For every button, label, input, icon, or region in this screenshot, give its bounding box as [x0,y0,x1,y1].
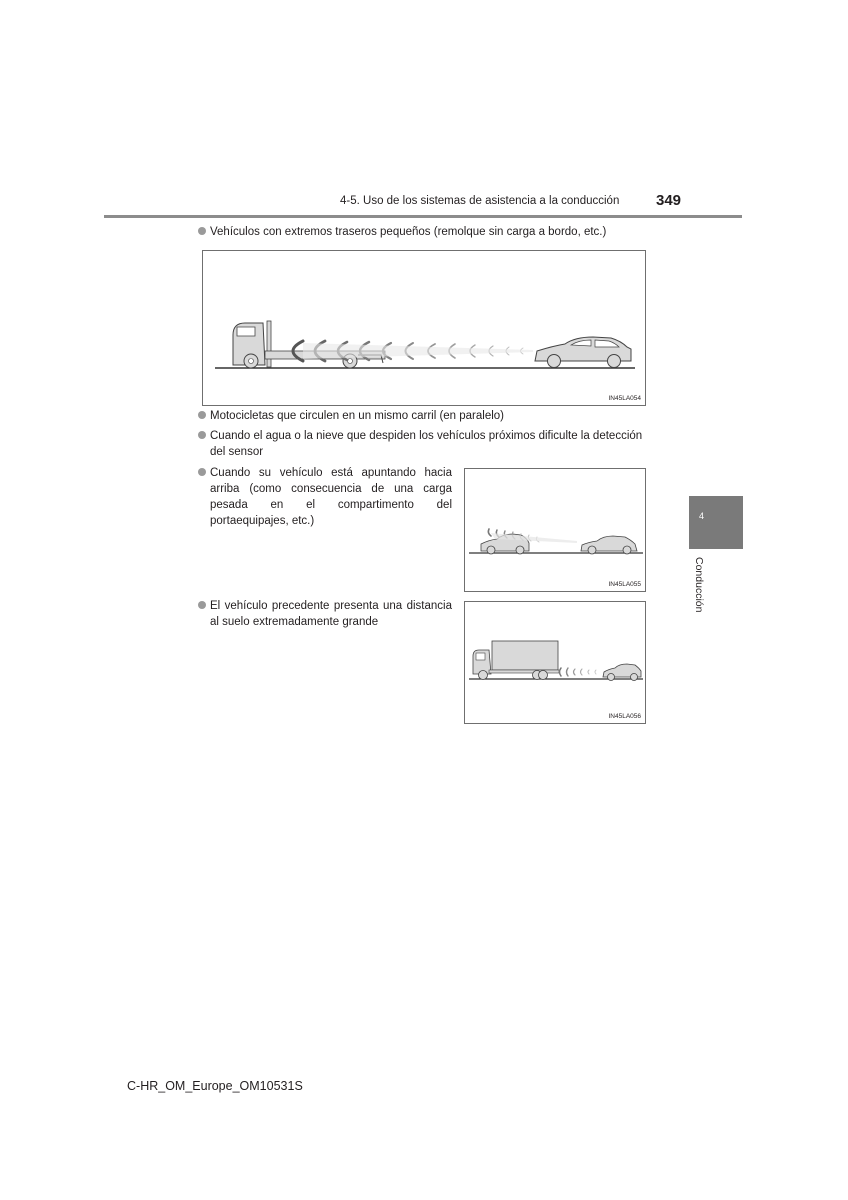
chapter-label: Conducción [693,557,705,613]
bullet-item-water-snow [198,428,664,460]
bullet-dot-icon [198,431,206,439]
figure-car-pointing-up [464,468,646,592]
figure-code: IN45LA054 [608,395,641,402]
figure-code: IN45LA056 [608,713,641,720]
bullet-item-motorcycles [198,408,668,424]
bullet-text-line1: Cuando el agua o la nieve que despiden los vehículos próximos dificulte la detección [210,430,643,442]
bullet-text-line2: del sensor [210,446,264,458]
bullet-item-small-rear [198,224,668,240]
bullet-dot-icon [198,468,206,476]
chapter-number: 4 [699,511,705,521]
figure-trailer-radar [202,250,646,406]
illustration-high-clearance-truck [465,602,647,725]
bullet-text: El vehículo precedente presenta una distancia al suelo extremadamente grande [210,600,452,628]
page-number: 349 [656,192,682,209]
illustration-car-pointing-up [465,469,647,593]
figure-high-clearance-truck [464,601,646,724]
bullet-item-high-ground-clearance [198,598,452,630]
bullet-dot-icon [198,411,206,419]
illustration-trailer-radar [203,251,647,407]
bullet-item-vehicle-pointing-up [198,465,452,529]
figure-code: IN45LA055 [608,581,641,588]
footer-document-id: C-HR_OM_Europe_OM10531S [127,1079,303,1093]
bullet-text: Cuando su vehículo está apuntando hacia arriba (como consecuencia de una carga pesada en el compartimento del portaequipajes, etc.) [210,467,452,527]
bullet-text: Vehículos con extremos traseros pequeños (remolque sin carga a bordo, etc.) [210,226,607,238]
bullet-dot-icon [198,227,206,235]
section-title: 4-5. Uso de los sistemas de asistencia a la conducción [340,195,620,207]
bullet-dot-icon [198,601,206,609]
chapter-tab [689,496,743,549]
header-rule [104,215,742,218]
bullet-text: Motocicletas que circulen en un mismo carril (en paralelo) [210,410,505,422]
